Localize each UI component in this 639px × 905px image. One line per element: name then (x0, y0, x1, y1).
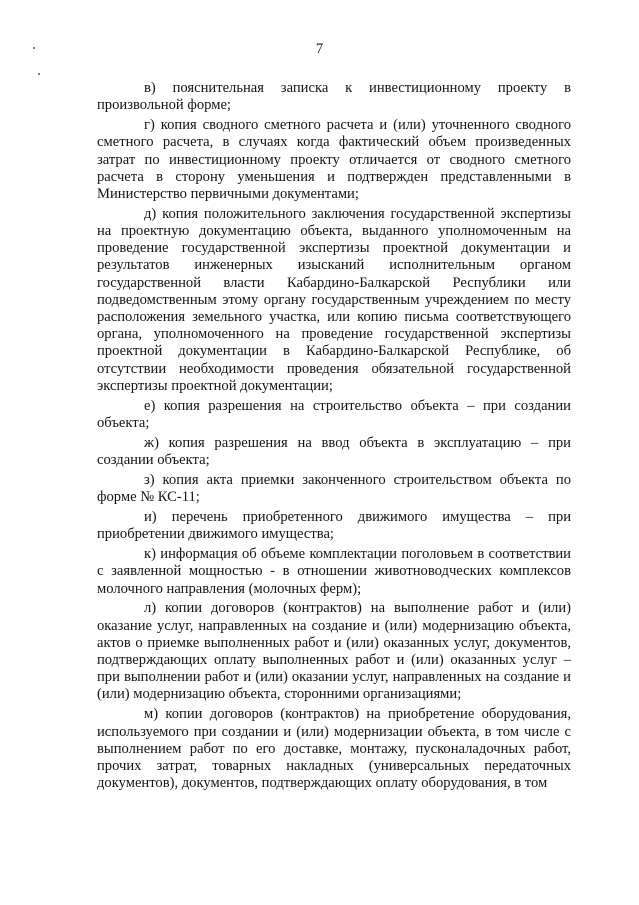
list-item-k: к) информация об объеме комплектации поголовьем в соответствии с заявленной мощностью - в отношении животноводческих комплексов молочного направления (молочных ферм); (97, 546, 571, 597)
list-item-i: и) перечень приобретенного движимого имущества – при приобретении движимого имущества; (97, 509, 571, 543)
list-item-z: з) копия акта приемки законченного строительством объекта по форме № КС-11; (97, 471, 571, 506)
list-item-m: м) копии договоров (контрактов) на приобретение оборудования, используемого при создании и (или) модернизации объекта, в том числе с выполнением работ по его доставке, монтажу, пусконаладочных работ, прочих затрат, товарных накладных (универсальных передаточных документов), документов, подтверждающих оплату оборудования, в том (97, 706, 571, 792)
list-item-d: д) копия положительного заключения государственной экспертизы на проектную документацию объекта, выданного уполномоченным на проведение государственной экспертизы проектной документации и результатов инженерных изысканий исполнительным органом государственной власти Кабардино-Балкарской Республики или подведомственным этому органу государственным учреждением по месту расположения земельного участка, или копию письма соответствующего органа, уполномоченного на проведение государственной экспертизы проектной документации в Кабардино-Балкарской Республике, об отсутствии необходимости проведения обязательной государственной экспертизы проектной документации; (97, 205, 571, 394)
scan-speck (33, 47, 35, 49)
list-item-e: е) копия разрешения на строительство объекта – при создании объекта; (97, 397, 571, 431)
list-item-g: г) копия сводного сметного расчета и (или) уточненного сводного сметного расчета, в случаях когда фактический объем произведенных затрат по инвестиционному проекту отличается от сводного сметного расчета в сторону уменьшения и подтвержден представленными в Министерство первичными документами; (97, 117, 571, 202)
list-item-l: л) копии договоров (контрактов) на выполнение работ и (или) оказание услуг, направленных на создание и (или) модернизацию объекта, актов о приемке выполненных работ и (или) оказанных услуг, документов, подтверждающих оплату выполненных работ и (или) оказанных услуг – при выполнении работ и (или) оказании услуг, направленных на создание и (или) модернизацию объекта, сторонними организациями; (97, 600, 571, 703)
document-body (97, 80, 571, 795)
page-number: 7 (315, 41, 324, 57)
scan-speck (38, 73, 40, 75)
list-item-v: в) пояснительная записка к инвестиционному проекту в произвольной форме; (97, 80, 571, 114)
list-item-zh: ж) копия разрешения на ввод объекта в эксплуатацию – при создании объекта; (97, 434, 571, 469)
